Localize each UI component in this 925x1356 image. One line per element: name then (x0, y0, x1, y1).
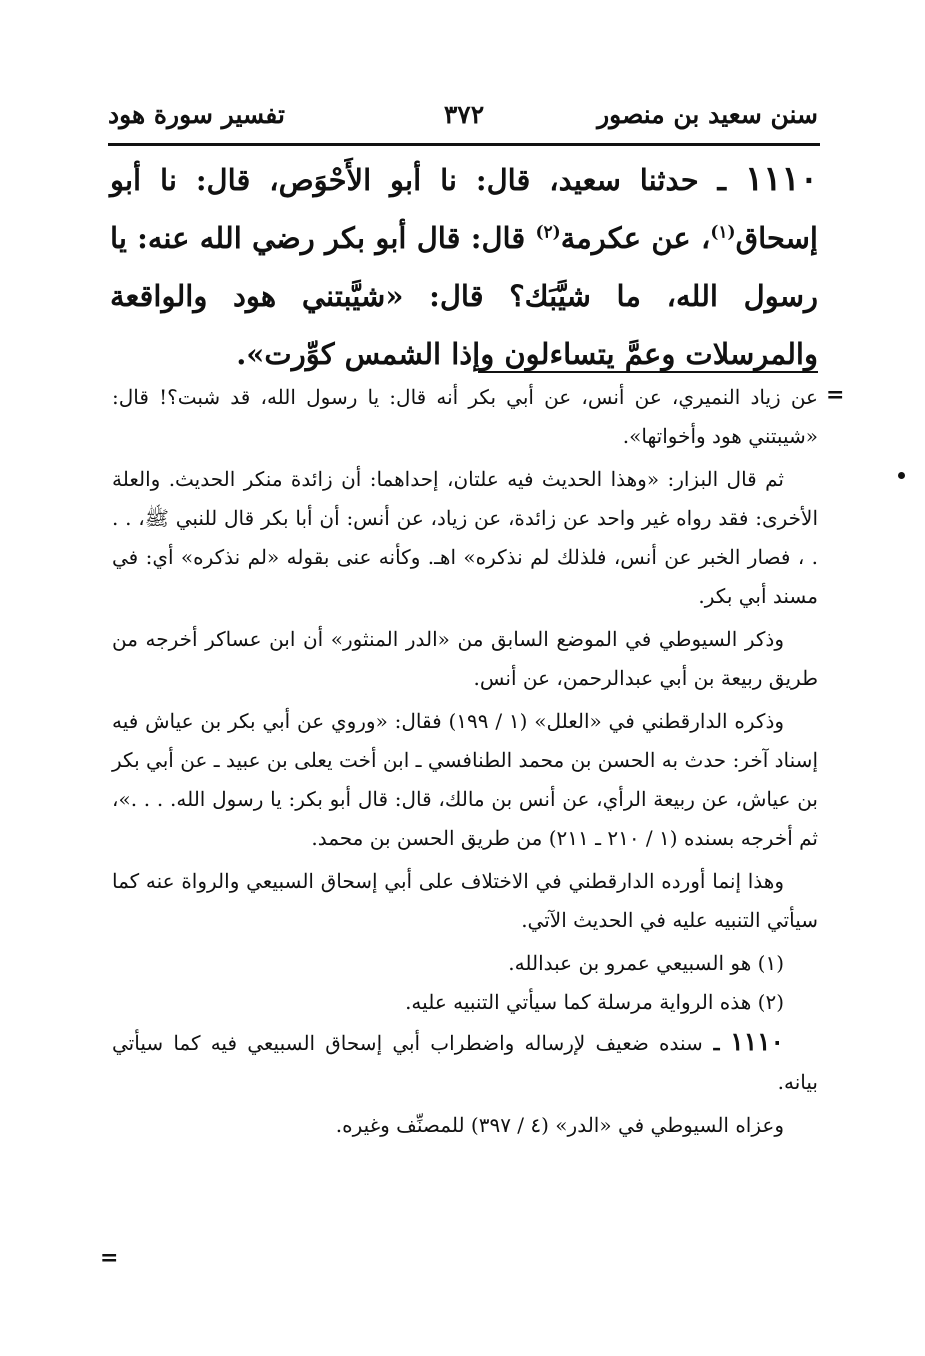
continuation-mark-top: = (826, 382, 845, 408)
commentary-paragraph-2: ثم قال البزار: «وهذا الحديث فيه علتان، إحداهما: أن زائدة منكر الحديث. والعلة الأخرى: فقد رواه غير واحد عن زائدة، عن زياد، عن أنس: أن أبا بكر قال للنبي ﷺ، . . . ، فصار الخبر عن أنس، فلذلك لم نذكره» اهـ. وكأنه عنى بقوله «لم نذكره» أي: في مسند أبي بكر. (112, 467, 818, 608)
footnote-ref-2: (٢) (535, 222, 561, 243)
commentary-paragraph-5: وهذا إنما أورده الدارقطني في الاختلاف على أبي إسحاق السبيعي والرواة عنه كما سيأتي التنبيه عليه في الحديث الآتي. (112, 869, 818, 932)
takhrij-number: ١١١٠ (730, 1027, 784, 1056)
running-head (108, 98, 820, 138)
hadith-dash: ـ (698, 163, 745, 197)
footnote-ref-1: (١) (710, 222, 736, 243)
footnote-1: (١) هو السبيعي عمرو بن عبدالله. (508, 951, 784, 975)
page-number: ٣٧٢ (443, 100, 485, 129)
book-title: سنن سعيد بن منصور (597, 100, 818, 129)
hadith-text-part1: حدثنا سعيد، قال: نا أبو الأَحْوَص، قال: نا أبو إسحاق (110, 163, 818, 255)
chapter-title: تفسير سورة هود (108, 100, 285, 129)
margin-dot (898, 472, 905, 479)
commentary-paragraph-3: وذكر السيوطي في الموضع السابق من «الدر المنثور» أن ابن عساكر أخرجه من طريق ربيعة بن أبي عبدالرحمن، عن أنس. (112, 627, 818, 690)
commentary-paragraph-1: عن زياد النميري، عن أنس، عن أبي بكر أنه قال: يا رسول الله، قد شبت؟! قال: «شيبتني هود وأخواتها». (112, 385, 818, 448)
hadith-text (110, 150, 818, 383)
hadith-text-part3: قال: قال أبو بكر رضي الله عنه: يا رسول الله، ما شيَّبَك؟ قال: «شيَّبتني هود والواقعة والمرسلات وعمَّ يتساءلون وإذا الشمس كوِّرت». (110, 221, 818, 371)
continuation-mark-bottom: = (100, 1245, 119, 1271)
commentary-paragraph-4: وذكره الدارقطني في «العلل» (١ / ١٩٩) فقال: «وروي عن أبي بكر بن عياش فيه إسناد آخر: حدث به الحسن بن محمد الطنافسي ـ ابن أخت يعلى بن عبيد ـ عن أبي بكر بن عياش، عن ربيعة الرأي، عن أنس بن مالك، قال: قال أبو بكر: يا رسول الله. . . .»، ثم أخرجه بسنده (١ / ٢١٠ ـ ٢١١) من طريق الحسن بن محمد. (112, 709, 818, 850)
hadith-text-part2: ، عن عكرمة (560, 221, 711, 255)
takhrij-dash: ـ (702, 1031, 731, 1055)
footnote-2: (٢) هذه الرواية مرسلة كما سيأتي التنبيه عليه. (405, 990, 784, 1014)
hadith-number: ١١١٠ (744, 159, 818, 199)
commentary-rule (478, 371, 818, 373)
commentary-paragraph-last: وعزاه السيوطي في «الدر» (٤ / ٣٩٧) للمصنِّف وغيره. (335, 1113, 784, 1137)
takhrij-text: سنده ضعيف لإرساله واضطراب أبي إسحاق السبيعي فيه كما سيأتي بيانه. (112, 1031, 818, 1094)
takhrij-paragraph (112, 1022, 818, 1102)
header-rule (108, 143, 820, 146)
commentary-block (112, 378, 818, 1149)
